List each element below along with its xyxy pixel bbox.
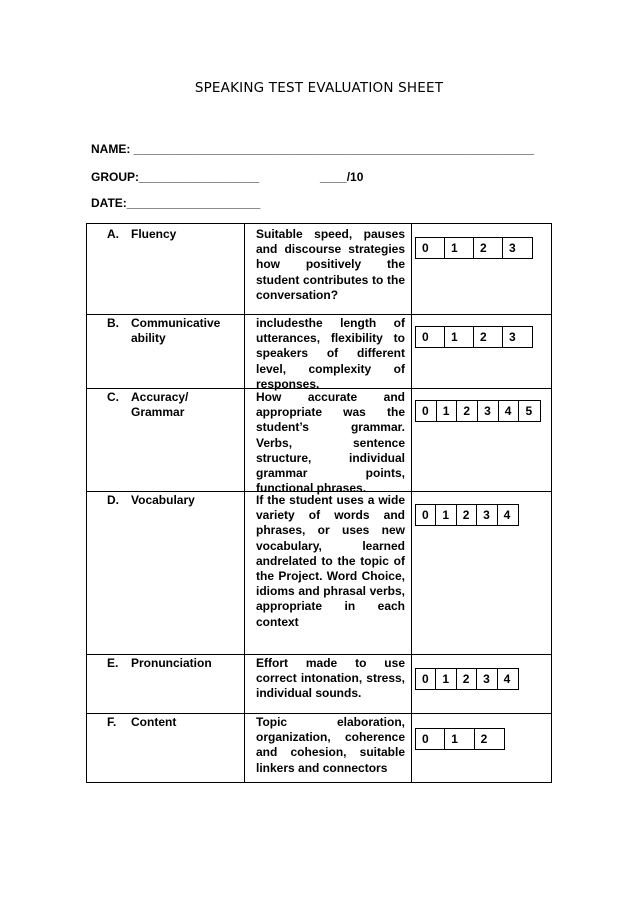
criterion-name: Accuracy/ Grammar	[131, 390, 189, 419]
criterion-description: If the student uses a wide variety of words and phrases, or uses new vocabulary, learned andrelated to the topic of the Project. Word Choice, idioms and phrasal verbs, appropriate in each context	[256, 493, 405, 629]
criterion-letter: A.	[107, 227, 119, 241]
score-option[interactable]: 2	[457, 401, 478, 421]
score-scale	[415, 400, 541, 422]
score-option[interactable]: 3	[509, 241, 516, 255]
criterion-accuracy-grammar	[107, 390, 242, 420]
table-row-divider	[86, 314, 552, 315]
criterion-description: Suitable speed, pauses and discourse strategies how positively the student contributes to the conversation?	[256, 227, 405, 302]
table-column-divider	[411, 223, 412, 783]
criterion-name: Content	[131, 715, 177, 729]
score-scale	[415, 668, 519, 690]
score-field: ____/10	[320, 170, 364, 184]
criterion-fluency	[107, 227, 242, 242]
criterion-description: Topic elaboration, organization, coherence and cohesion, suitable linkers and connectors	[256, 715, 405, 775]
criterion-name: Fluency	[131, 227, 177, 241]
score-option[interactable]: 2	[474, 238, 503, 258]
date-field: DATE:____________________	[91, 196, 261, 210]
criterion-name: Pronunciation	[131, 656, 212, 670]
score-option[interactable]: 1	[436, 669, 456, 689]
table-row-divider	[86, 654, 552, 655]
score-option[interactable]: 1	[445, 729, 474, 749]
score-option[interactable]: 4	[499, 401, 520, 421]
criterion-pronunciation	[107, 656, 242, 671]
score-option[interactable]: 3	[477, 505, 497, 525]
score-option[interactable]: 0	[416, 401, 437, 421]
score-option[interactable]: 3	[478, 401, 499, 421]
criterion-content	[107, 715, 242, 730]
criterion-letter: F.	[107, 715, 117, 729]
score-option[interactable]: 1	[445, 327, 474, 347]
score-option[interactable]: 5	[525, 404, 533, 418]
score-option[interactable]: 3	[477, 669, 497, 689]
criterion-letter: E.	[107, 656, 119, 670]
name-field: NAME: ____________________________________________________________	[91, 142, 535, 156]
group-field: GROUP:__________________	[91, 170, 260, 184]
score-scale	[415, 504, 519, 526]
score-option[interactable]: 1	[445, 238, 474, 258]
criterion-communicative-ability	[107, 316, 242, 346]
score-option[interactable]: 3	[509, 330, 516, 344]
criterion-letter: C.	[107, 390, 119, 404]
score-option[interactable]: 1	[437, 401, 458, 421]
score-option[interactable]: 0	[416, 327, 445, 347]
page-title: SPEAKING TEST EVALUATION SHEET	[194, 80, 444, 96]
criterion-description: How accurate and appropriate was the student’s grammar. Verbs, sentence structure, individual grammar points, functional phrases.	[256, 390, 405, 496]
criterion-name: Vocabulary	[131, 493, 195, 507]
score-option[interactable]: 2	[457, 505, 477, 525]
score-option[interactable]: 2	[480, 732, 488, 746]
score-option[interactable]: 4	[503, 672, 511, 686]
score-option[interactable]: 0	[416, 669, 436, 689]
criterion-letter: D.	[107, 493, 119, 507]
score-option[interactable]: 2	[457, 669, 477, 689]
score-option[interactable]: 4	[503, 508, 511, 522]
score-option[interactable]: 0	[416, 505, 436, 525]
criterion-description: Effort made to use correct intonation, stress, individual sounds.	[256, 656, 405, 701]
score-scale	[415, 728, 505, 750]
score-option[interactable]: 0	[416, 729, 445, 749]
criterion-letter: B.	[107, 316, 119, 330]
score-option[interactable]: 2	[474, 327, 503, 347]
criterion-name: Communicative ability	[131, 316, 221, 345]
score-scale	[415, 326, 533, 348]
criterion-description: includesthe length of utterances, flexibility to speakers of different level, complexity of responses.	[256, 316, 405, 391]
table-row-divider	[86, 713, 552, 714]
score-scale	[415, 237, 533, 259]
criterion-vocabulary	[107, 493, 242, 508]
score-option[interactable]: 0	[416, 238, 445, 258]
score-option[interactable]: 1	[436, 505, 456, 525]
table-column-divider	[244, 223, 245, 783]
